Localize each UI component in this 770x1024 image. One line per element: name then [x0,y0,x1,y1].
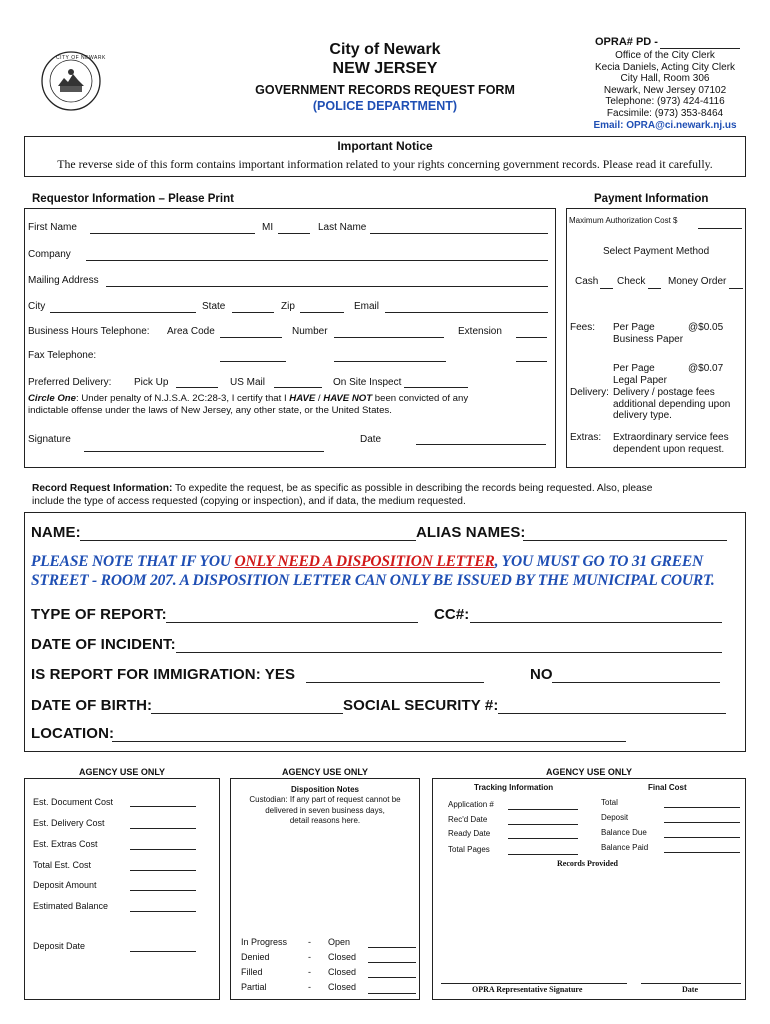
payment-title: Payment Information [594,193,709,205]
number-field[interactable] [334,337,444,338]
onsite-option[interactable]: On Site Inspect [333,377,402,388]
deposit-date-label: Deposit Date [33,941,86,951]
dob-label: DATE OF BIRTH: [31,697,153,714]
status-dash-1: - [308,937,311,947]
total-pages-label: Total Pages [448,845,490,854]
requestor-title: Requestor Information – Please Print [32,193,234,205]
ssn-field[interactable] [498,713,726,714]
agency-date-field[interactable] [641,983,741,984]
check-option[interactable]: Check [617,276,646,287]
date-field[interactable] [416,444,546,445]
max-auth-label: Maximum Authorization Cost $ [569,216,678,225]
status-in-progress[interactable]: In Progress [241,937,288,947]
city-label: City [28,301,46,312]
type-of-report-label: TYPE OF REPORT: [31,606,167,623]
check-field[interactable] [648,288,661,289]
application-number-field[interactable] [508,809,578,810]
agency-use-2-title: AGENCY USE ONLY [281,767,369,777]
status-dash-3: - [308,967,311,977]
recd-date-label: Rec'd Date [448,815,488,824]
date-of-incident-label: DATE OF INCIDENT: [31,636,176,653]
type-of-report-field[interactable] [166,622,418,623]
opra-email: Email: OPRA@ci.newark.nj.us [593,119,737,131]
date-label: Date [360,434,382,445]
email-field[interactable] [385,312,548,313]
opra-signature-label: OPRA Representative Signature [472,985,583,994]
opra-number-label: OPRA# PD - [595,36,658,48]
business-paper: Business Paper [613,334,684,345]
per-page-2: Per Page [613,363,655,374]
requestor-box [24,208,556,468]
delivery-fee-label: Delivery: [570,387,609,398]
deposit-amount-field[interactable] [130,890,196,891]
usmail-field[interactable] [274,387,322,388]
recd-date-field[interactable] [508,824,578,825]
location-field[interactable] [112,741,626,742]
extension-label: Extension [458,326,502,337]
est-delivery-cost-field[interactable] [130,828,196,829]
alias-field[interactable] [523,540,727,541]
usmail-option[interactable]: US Mail [230,377,266,388]
mailing-address-field[interactable] [106,286,548,287]
est-document-cost-label: Est. Document Cost [33,797,114,807]
status-closed-2[interactable]: Closed [328,967,357,977]
have-not-option[interactable]: HAVE NOT [323,393,373,404]
rate-1: @$0.05 [688,322,724,333]
location-label: LOCATION: [31,725,115,742]
city-title: City of Newark [329,41,441,58]
fax-number-field[interactable] [334,361,446,362]
agency-use-3-box [432,778,746,1000]
total-pages-field[interactable] [508,854,578,855]
signature-field[interactable] [84,451,324,452]
state-title: NEW JERSEY [332,60,438,77]
company-field[interactable] [86,260,548,261]
request-details-box [24,512,746,752]
have-option[interactable]: HAVE [289,393,316,404]
extension-field[interactable] [516,337,547,338]
est-delivery-cost-label: Est. Delivery Cost [33,818,105,828]
disposition-note: PLEASE NOTE THAT IF YOU ONLY NEED A DISPOSITION LETTER, YOU MUST GO TO 31 GREEN STREET - ROOM 207. A DISPOSITION LETTER CAN ONLY BE ISSUED BY THE MUNICIPAL COURT. [31,553,715,589]
extras-text: Extraordinary service fees dependent upon request. [613,432,729,455]
cash-field[interactable] [600,288,613,289]
area-code-field[interactable] [220,337,282,338]
balance-paid-label: Balance Paid [601,843,649,852]
legal-paper: Legal Paper [613,375,667,386]
balance-due-label: Balance Due [601,828,647,837]
immigration-no-label: NO [530,666,553,683]
status-partial[interactable]: Partial [241,982,267,992]
ready-date-label: Ready Date [448,829,491,838]
estimated-balance-label: Estimated Balance [33,901,109,911]
agency-date-label: Date [682,985,698,994]
status-denied[interactable]: Denied [241,952,270,962]
application-number-label: Application # [448,800,494,809]
alias-label: ALIAS NAMES: [416,524,526,541]
immigration-yes-field[interactable] [306,682,484,683]
money-order-option[interactable]: Money Order [668,276,727,287]
status-closed-3[interactable]: Closed [328,982,357,992]
deposit-date-field[interactable] [130,951,196,952]
city-field[interactable] [50,312,196,313]
status-filled[interactable]: Filled [241,967,263,977]
status-closed-2-field[interactable] [368,977,416,978]
cc-label: CC#: [434,606,470,623]
signature-label: Signature [28,434,71,445]
select-payment-label: Select Payment Method [603,246,710,257]
record-request-info: Record Request Information: To expedite the request, be as specific as possible in describing the records being requested. Also, please include the type of access requested (copying or inspection), and if data, the medium requested. [32,483,653,507]
final-total-field[interactable] [664,807,740,808]
number-label: Number [292,326,328,337]
total-est-cost-field[interactable] [130,870,196,871]
immigration-yes-label: IS REPORT FOR IMMIGRATION: YES [31,666,296,683]
balance-due-field[interactable] [664,837,740,838]
first-name-field[interactable] [90,233,255,234]
total-est-cost-label: Total Est. Cost [33,860,92,870]
ssn-label: SOCIAL SECURITY #: [343,697,499,714]
dob-field[interactable] [151,713,343,714]
max-auth-field[interactable] [698,228,742,229]
opra-number-field[interactable] [660,48,740,49]
business-phone-label: Business Hours Telephone: [28,326,150,337]
extras-label: Extras: [570,432,602,443]
estimated-balance-field[interactable] [130,911,196,912]
est-extras-cost-label: Est. Extras Cost [33,839,98,849]
mi-label: MI [262,222,274,233]
cc-field[interactable] [470,622,722,623]
delivery-fee-text: Delivery / postage fees additional depending upon delivery type. [613,387,731,421]
status-open[interactable]: Open [328,937,351,947]
fax-extension-field[interactable] [516,361,547,362]
cash-option[interactable]: Cash [575,276,599,287]
notice-title: Important Notice [337,139,433,153]
status-closed-3-field[interactable] [368,993,416,994]
final-total-label: Total [601,798,618,807]
form-title: GOVERNMENT RECORDS REQUEST FORM [255,83,515,97]
zip-field[interactable] [300,312,344,313]
final-deposit-label: Deposit [601,813,629,822]
deposit-amount-label: Deposit Amount [33,880,97,890]
last-name-label: Last Name [318,222,367,233]
fees-label: Fees: [570,322,596,333]
status-open-field[interactable] [368,947,416,948]
name-label: NAME: [31,524,81,541]
mailing-address-label: Mailing Address [28,275,99,286]
date-of-incident-field[interactable] [176,652,722,653]
zip-label: Zip [281,301,295,312]
balance-paid-field[interactable] [664,852,740,853]
clerk-office-block: Office of the City Clerk Kecia Daniels, Acting City Clerk City Hall, Room 306 Newark, New Jersey 07102 Telephone: (973) 424-4116 Facsimile: (973) 353-8464 Email: OPRA@ci.newark.nj.us [570,50,760,131]
department-title: (POLICE DEPARTMENT) [312,99,458,113]
money-order-field[interactable] [729,288,743,289]
notice-text: The reverse side of this form contains important information related to your rights concerning government records. Please read it carefully. [57,157,713,171]
status-closed-1-field[interactable] [368,962,416,963]
status-dash-2: - [308,952,311,962]
status-closed-1[interactable]: Closed [328,952,357,962]
fax-label: Fax Telephone: [28,350,97,361]
pickup-option[interactable]: Pick Up [134,377,169,388]
company-label: Company [28,249,71,260]
last-name-field[interactable] [370,233,548,234]
final-deposit-field[interactable] [664,822,740,823]
est-document-cost-field[interactable] [130,806,196,807]
agency-use-3-title: AGENCY USE ONLY [545,767,633,777]
est-extras-cost-field[interactable] [130,849,196,850]
opra-signature-field[interactable] [441,983,627,984]
ready-date-field[interactable] [508,838,578,839]
fax-area-field[interactable] [220,361,286,362]
tracking-info-title: Tracking Information [474,783,554,792]
delivery-label: Preferred Delivery: [28,377,112,388]
onsite-field[interactable] [404,387,468,388]
per-page-1: Per Page [613,322,655,333]
rate-2: @$0.07 [688,363,724,374]
area-code-label: Area Code [167,326,215,337]
state-field[interactable] [232,312,274,313]
name-field[interactable] [80,540,416,541]
final-cost-title: Final Cost [648,783,687,792]
state-label: State [202,301,226,312]
immigration-no-field[interactable] [552,682,720,683]
pickup-field[interactable] [176,387,218,388]
mi-field[interactable] [278,233,310,234]
email-label: Email [354,301,380,312]
certification-text: Circle One: Under penalty of N.J.S.A. 2C:28-3, I certify that I HAVE / HAVE NOT been convicted of any indictable offense under the laws of New Jersey, any other state, or the United States. [28,393,469,416]
disposition-notes-text: Custodian: If any part of request cannot be delivered in seven business days, detail reasons here. [249,795,401,825]
seal-lettering: CITY OF NEWARK [56,55,106,61]
first-name-label: First Name [28,222,77,233]
records-provided-label: Records Provided [557,859,618,868]
status-dash-4: - [308,982,311,992]
agency-use-1-title: AGENCY USE ONLY [78,767,166,777]
disposition-notes-title: Disposition Notes [290,785,359,794]
